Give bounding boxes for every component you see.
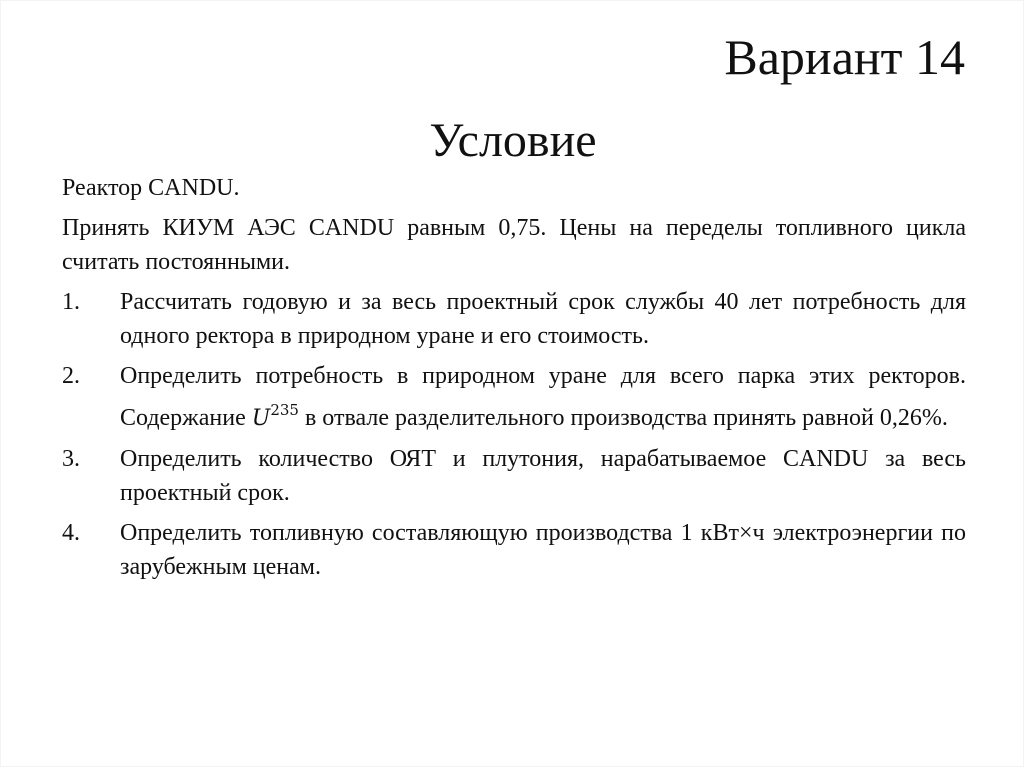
task-list bbox=[62, 285, 966, 584]
task-text: Определить топливную составляющую производства 1 кВт×ч электроэнергии по зарубежным ценам. bbox=[120, 520, 966, 580]
task-text: Определить количество ОЯТ и плутония, нарабатываемое CANDU за весь проектный срок. bbox=[120, 446, 966, 506]
task-text-after: в отвале разделительного производства принять равной 0,26%. bbox=[298, 405, 948, 431]
slide-content bbox=[62, 171, 966, 590]
task-number: 2. bbox=[62, 363, 80, 389]
math-isotope-superscript: 235 bbox=[270, 401, 299, 419]
math-uranium-symbol: U bbox=[251, 406, 271, 431]
task-item-4 bbox=[62, 516, 966, 584]
section-title: Условие bbox=[429, 114, 597, 167]
intro-reactor: Реактор CANDU. bbox=[62, 175, 240, 201]
task-text: Рассчитать годовую и за весь проектный срок службы 40 лет потребность для одного ректора в природном уране и его стоимость. bbox=[120, 289, 966, 349]
task-text-before: Определить потребность в природном уране для всего парка этих ректоров. Содержание bbox=[120, 363, 966, 431]
intro-conditions: Принять КИУМ АЭС CANDU равным 0,75. Цены на переделы топливного цикла считать постоянными. bbox=[62, 215, 966, 275]
task-number: 3. bbox=[62, 446, 80, 472]
task-item-2 bbox=[62, 359, 966, 436]
variant-title: Вариант 14 bbox=[724, 29, 965, 85]
task-item-1 bbox=[62, 285, 966, 353]
task-number: 1. bbox=[62, 289, 80, 315]
task-item-3 bbox=[62, 442, 966, 510]
task-number: 4. bbox=[62, 520, 80, 546]
